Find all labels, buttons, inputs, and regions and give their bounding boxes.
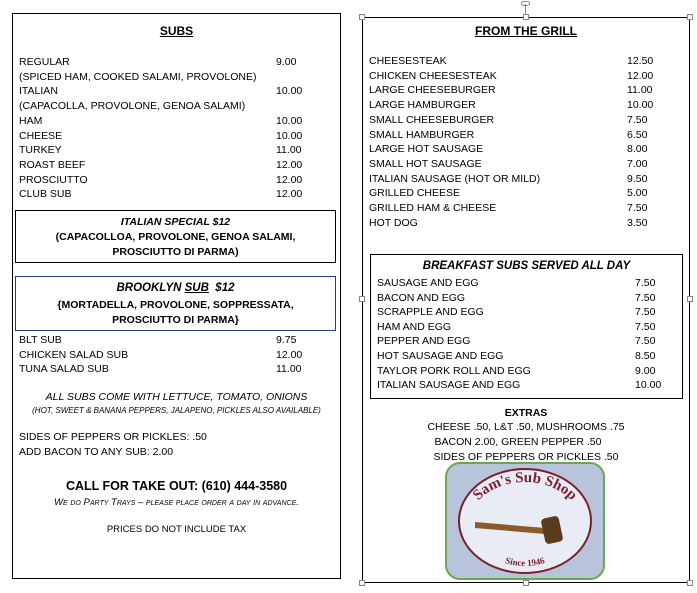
item-name: SMALL CHEESEBURGER <box>369 113 495 126</box>
item-name: SCRAPPLE AND EGG <box>377 306 484 319</box>
breakfast-title: BREAKFAST SUBS SERVED ALL DAY <box>422 260 631 272</box>
item-price: 10.00 <box>276 114 303 127</box>
item-price: 3.50 <box>627 216 648 229</box>
item-price: 5.00 <box>627 187 648 200</box>
item-name: PEPPER AND EGG <box>377 335 471 348</box>
item-price: 7.50 <box>627 202 648 214</box>
item-price: 11.00 <box>276 144 302 157</box>
brooklyn-title-a: BROOKLYN <box>116 282 185 294</box>
item-name: HAM <box>19 114 43 127</box>
menu-item <box>19 333 339 347</box>
item-price: 7.50 <box>635 306 656 319</box>
menu-item <box>19 348 339 362</box>
item-name: LARGE CHEESEBURGER <box>369 84 496 97</box>
menu-item <box>377 349 697 363</box>
logo-name-text: Sam's Sub Shop <box>469 469 581 504</box>
bacon-note: ADD BACON TO ANY SUB: 2.00 <box>19 446 174 458</box>
menu-item <box>369 128 689 142</box>
menu-item <box>369 69 689 83</box>
item-price: 7.50 <box>635 277 656 289</box>
menu-item <box>369 157 689 171</box>
menu-item <box>369 216 689 230</box>
subs-note-toppings: ALL SUBS COME WITH LETTUCE, TOMATO, ONIONS <box>45 391 308 403</box>
brooklyn-title-b: SUB <box>184 282 209 294</box>
item-name: LARGE HOT SAUSAGE <box>369 143 484 156</box>
item-name: SAUSAGE AND EGG <box>377 277 479 289</box>
item-price: 10.00 <box>627 99 654 112</box>
sides-note: SIDES OF PEPPERS OR PICKLES: .50 <box>19 431 207 443</box>
grill-panel <box>362 17 690 583</box>
menu-item <box>369 142 689 156</box>
item-name: HAM AND EGG <box>377 320 452 333</box>
menu-item <box>369 172 689 186</box>
breakfast-box <box>370 254 683 399</box>
grill-title: FROM THE GRILL <box>475 24 577 38</box>
item-price: 10.00 <box>276 129 303 142</box>
item-name: ITALIAN <box>19 85 58 98</box>
selection-handle[interactable] <box>359 580 365 586</box>
menu-item <box>369 113 689 127</box>
italian-special-line2: PROSCIUTTO DI PARMA) <box>112 246 239 258</box>
menu-item <box>377 320 697 334</box>
menu-item <box>19 55 339 69</box>
item-name: TURKEY <box>19 144 62 157</box>
item-name: PROSCIUTTO <box>19 173 88 186</box>
item-name: SMALL HAMBURGER <box>369 128 475 141</box>
selection-handle[interactable] <box>359 296 365 302</box>
menu-item <box>369 186 689 200</box>
extras-line3: SIDES OF PEPPERS OR PICKLES .50 <box>433 451 619 463</box>
menu-item <box>19 99 339 113</box>
menu-item <box>377 276 697 290</box>
menu-item <box>19 70 339 84</box>
item-price: 9.00 <box>276 56 297 68</box>
item-name: CLUB SUB <box>19 188 72 201</box>
item-name: TUNA SALAD SUB <box>19 363 109 376</box>
selection-handle[interactable] <box>687 14 693 20</box>
sams-sub-shop-logo <box>445 462 605 580</box>
menu-item <box>19 84 339 98</box>
menu-item <box>369 98 689 112</box>
brooklyn-special-box <box>15 276 336 331</box>
item-price: 10.00 <box>635 379 662 392</box>
item-price: 11.00 <box>276 363 302 376</box>
item-price: 10.00 <box>276 85 303 98</box>
brooklyn-line1: {MORTADELLA, PROVOLONE, SOPPRESSATA, <box>57 299 294 311</box>
item-price: 8.00 <box>627 143 648 156</box>
brooklyn-title <box>16 282 335 294</box>
item-name: CHICKEN SALAD SUB <box>19 348 129 361</box>
extras-line1: CHEESE .50, L&T .50, MUSHROOMS .75 <box>427 421 625 433</box>
menu-item <box>19 114 339 128</box>
item-price: 12.00 <box>276 348 303 361</box>
tax-note: PRICES DO NOT INCLUDE TAX <box>106 524 247 535</box>
subs-title: SUBS <box>159 24 194 38</box>
call-takeout: CALL FOR TAKE OUT: (610) 444-3580 <box>65 479 288 493</box>
menu-item <box>377 291 697 305</box>
brooklyn-line2: PROSCIUTTO DI PARMA} <box>112 314 239 326</box>
item-name: BLT SUB <box>19 334 62 346</box>
item-price: 12.50 <box>627 55 654 67</box>
menu-item <box>19 187 339 201</box>
italian-special-line1: (CAPACOLLOA, PROVOLONE, GENOA SALAMI, <box>55 231 296 243</box>
selection-handle[interactable] <box>687 296 693 302</box>
menu-item <box>377 305 697 319</box>
selection-handle[interactable] <box>523 14 529 20</box>
item-name: CHEESESTEAK <box>369 55 447 67</box>
selection-handle[interactable] <box>523 580 529 586</box>
menu-item <box>369 54 689 68</box>
selection-handle[interactable] <box>687 580 693 586</box>
item-price: 7.50 <box>635 320 656 333</box>
item-price: 9.50 <box>627 172 648 185</box>
rotate-handle[interactable] <box>521 1 530 6</box>
item-price: 7.50 <box>635 291 656 304</box>
item-price: 9.00 <box>635 364 656 377</box>
item-price: 7.50 <box>635 335 656 348</box>
item-name: CHICKEN CHEESESTEAK <box>369 69 497 82</box>
item-name: REGULAR <box>19 56 70 68</box>
item-name: (CAPACOLLA, PROVOLONE, GENOA SALAMI) <box>19 100 246 113</box>
menu-item <box>19 143 339 157</box>
item-name: TAYLOR PORK ROLL AND EGG <box>377 364 531 377</box>
italian-special-box <box>15 210 336 263</box>
menu-item <box>19 362 339 376</box>
item-price: 9.75 <box>276 334 297 346</box>
item-name: GRILLED CHEESE <box>369 187 461 200</box>
item-name: ROAST BEEF <box>19 158 86 171</box>
menu-item <box>19 173 339 187</box>
item-price: 12.00 <box>276 173 303 186</box>
item-name: LARGE HAMBURGER <box>369 99 476 112</box>
logo-since-text: Since 1946 <box>504 555 546 569</box>
extras-title: EXTRAS <box>504 407 548 419</box>
subs-panel <box>12 13 341 579</box>
menu-item <box>369 201 689 215</box>
item-price: 6.50 <box>627 128 648 141</box>
menu-item <box>19 129 339 143</box>
item-name: ITALIAN SAUSAGE (HOT OR MILD) <box>369 172 541 185</box>
item-name: GRILLED HAM & CHEESE <box>369 202 497 214</box>
item-price: 12.00 <box>627 69 654 82</box>
item-name: HOT SAUSAGE AND EGG <box>377 350 504 362</box>
item-price: 7.00 <box>627 157 648 170</box>
item-name: HOT DOG <box>369 216 418 229</box>
item-price: 8.50 <box>635 350 656 362</box>
item-name: (SPICED HAM, COOKED SALAMI, PROVOLONE) <box>19 70 257 83</box>
party-trays-note: We do Party Trays – please place order a day in advance. <box>54 497 299 508</box>
item-price: 12.00 <box>276 158 303 171</box>
menu-item <box>377 364 697 378</box>
item-name: CHEESE <box>19 129 63 142</box>
item-price: 11.00 <box>627 84 653 97</box>
menu-item <box>19 158 339 172</box>
item-price: 7.50 <box>627 113 648 126</box>
selection-handle[interactable] <box>359 14 365 20</box>
italian-special-title: ITALIAN SPECIAL $12 <box>120 216 231 228</box>
extras-line2: BACON 2.00, GREEN PEPPER .50 <box>434 436 602 448</box>
item-name: ITALIAN SAUSAGE AND EGG <box>377 379 521 392</box>
menu-item <box>377 378 697 392</box>
menu-item <box>369 83 689 97</box>
item-name: BACON AND EGG <box>377 291 466 304</box>
brooklyn-title-c: $12 <box>208 282 235 294</box>
item-name: SMALL HOT SAUSAGE <box>369 157 482 170</box>
item-price: 12.00 <box>276 188 303 201</box>
menu-item <box>377 334 697 348</box>
subs-note-peppers: (HOT, SWEET & BANANA PEPPERS, JALAPENO, PICKLES ALSO AVAILABLE) <box>32 406 321 415</box>
